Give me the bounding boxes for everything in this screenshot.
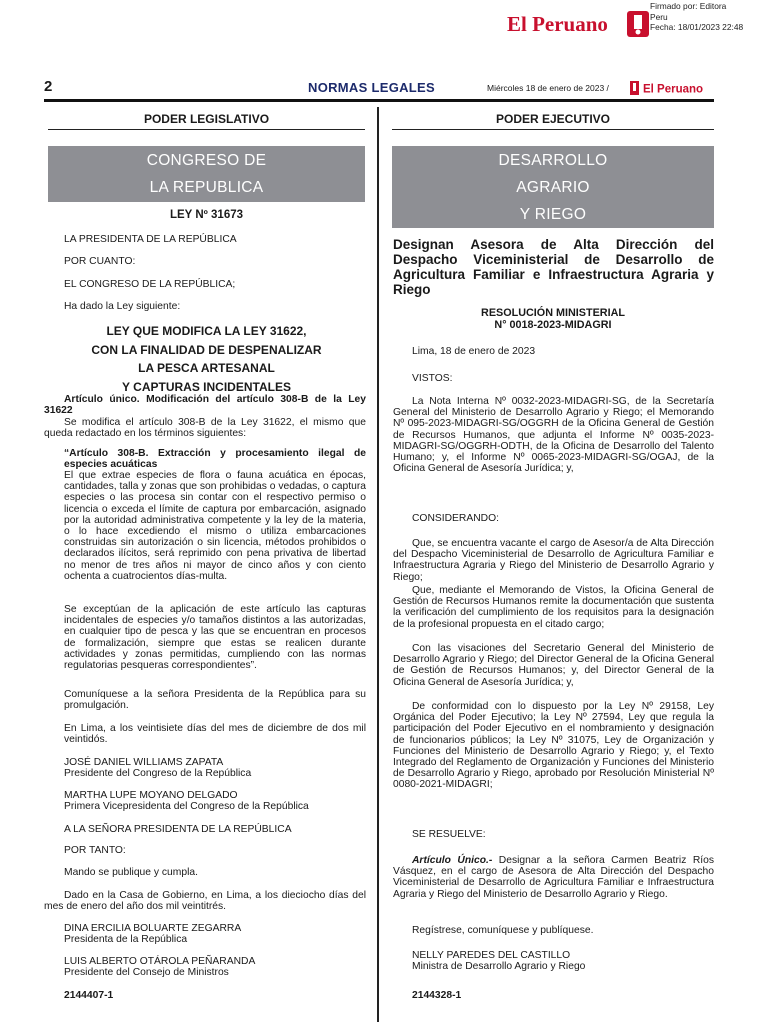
paragraph: La Nota Interna Nº 0032-2023-MIDAGRI-SG, de la Secretaría General del Ministerio de Desarrollo Agrario y Riego; el Memorando Nº 095-2023-MIDAGRI-SG/OGGRH de la Oficina General de Gestión de Recursos Humanos, que adjunta el Informe Nº 0035-2023-MIDAGRI-SG/OGGRH-ODTH, de la Oficina de Desarrollo del Talento Humano; y, el Informe Nº 0065-2023-MIDAGRI-SG/OGAJ, de la Oficina General de Asesoría Jurídica; y,	[393, 396, 714, 475]
logo-small-text: El Peruano	[643, 83, 704, 96]
quoted-heading: “Artículo 308-B. Extracción y procesamiento ilegal de especies acuáticas	[64, 448, 366, 471]
paragraph: LA PRESIDENTA DE LA REPÚBLICA	[64, 234, 237, 245]
header-date: Miércoles 18 de enero de 2023 /	[487, 83, 609, 93]
banner-line: DESARROLLO	[498, 152, 608, 169]
quoted-paragraph: Se exceptúan de la aplicación de este artículo las capturas incidentales de especies y/o tamaños distintos a las autorizadas, en cualquier tipo de pesca y las que se encuentran en procesos de formalización, siempre que estas se realicen durante actividades y zonas permitidas, cumpliendo con las normas regulatorias pesqueras correspondientes”.	[64, 604, 366, 672]
paragraph: EL CONGRESO DE LA REPÚBLICA;	[64, 279, 236, 290]
headline: Designan Asesora de Alta Dirección del Despacho Viceministerial de Desarrollo de Agricultura Familiar e Infraestructura Agraria y Riego	[393, 237, 714, 297]
signature-line: Fecha: 18/01/2023 22:48	[650, 22, 744, 32]
paragraph: Con las visaciones del Secretario General del Ministerio de Desarrollo Agrario y Riego; del Director General de la Oficina General de Gestión de Recursos Humanos; y, del Director General de la Oficina General de Asesoría Jurídica; y,	[393, 643, 714, 688]
left-title-rule	[48, 129, 365, 130]
paragraph: De conformidad con lo dispuesto por la Ley Nº 29158, Ley Orgánica del Poder Ejecutivo; la Ley Nº 27594, Ley que regula la participación del Poder Ejecutivo en el nombramiento y designación de funcionarios públicos; la Ley Nº 31075, Ley de Organización y Funciones del Ministerio de Desarrollo Agrario y Riego; y, el Texto Integrado del Reglamento de Organización y Funciones del Ministerio de Desarrollo Agrario y Riego, aprobado por Resolución Ministerial Nº 0080-2021-MIDAGRI;	[393, 701, 714, 791]
resolution-title	[392, 308, 714, 331]
paragraph: Dado en la Casa de Gobierno, en Lima, a los dieciocho días del mes de enero del año dos mil veintitrés.	[44, 890, 366, 913]
page-number: 2	[44, 78, 53, 95]
section-title: NORMAS LEGALES	[308, 80, 435, 95]
signature-line: Firmado por: Editora	[650, 1, 727, 11]
paragraph: POR TANTO:	[64, 845, 126, 856]
banner-line: AGRARIO	[516, 179, 590, 196]
resolution-number: N° 0018-2023-MIDAGRI	[494, 318, 612, 331]
signatory-role: Presidente del Congreso de la República	[64, 768, 252, 779]
signatory-role: Ministra de Desarrollo Agrario y Riego	[412, 961, 586, 972]
document-code: 2144328-1	[412, 990, 462, 1001]
congress-banner	[48, 146, 365, 202]
article-label: Artículo Único.-	[412, 855, 493, 866]
signatory-name: JOSÉ DANIEL WILLIAMS ZAPATA	[64, 757, 224, 768]
banner-line: CONGRESO DE	[146, 152, 267, 169]
law-title-line: CON LA FINALIDAD DE DESPENALIZAR	[91, 342, 322, 357]
place-date: Lima, 18 de enero de 2023	[412, 346, 536, 357]
signatory-role: Primera Vicepresidenta del Congreso de la República	[64, 801, 309, 812]
law-number: LEY Nº 31673	[169, 209, 244, 221]
paragraph: Ha dado la Ley siguiente:	[64, 301, 181, 312]
law-title-line: LEY QUE MODIFICA LA LEY 31622,	[106, 324, 307, 338]
paragraph: Mando se publique y cumpla.	[64, 867, 198, 878]
right-column-title: PODER EJECUTIVO	[495, 112, 611, 126]
signatory-role: Presidente del Consejo de Ministros	[64, 967, 229, 978]
digital-signature	[650, 1, 743, 33]
el-peruano-small-logo	[629, 80, 714, 96]
coat-of-arms-icon	[627, 11, 649, 37]
se-resuelve-heading: SE RESUELVE:	[412, 829, 486, 840]
article-heading: Artículo único. Modificación del artículo 308-B de la Ley 31622	[44, 394, 366, 417]
paragraph: Que, se encuentra vacante el cargo de Asesor/a de Alta Dirección del Despacho Viceministerial de Desarrollo de Agricultura Familiar e Infraestructura Agraria y Riego del Ministerio de Desarrollo Agrario y Riego;	[393, 538, 714, 583]
paragraph: Comuníquese a la señora Presidenta de la República para su promulgación.	[64, 689, 366, 712]
paragraph: En Lima, a los veintisiete días del mes de diciembre de dos mil veintidós.	[64, 723, 366, 746]
resolution-article	[393, 855, 714, 900]
signatory-role: Presidenta de la República	[64, 934, 188, 945]
considerando-heading: CONSIDERANDO:	[412, 513, 499, 524]
logo-text: El Peruano	[507, 12, 608, 36]
paragraph: A LA SEÑORA PRESIDENTA DE LA REPÚBLICA	[64, 824, 292, 835]
article-text: Se modifica el artículo 308-B de la Ley 31622, el mismo que queda redactado en los términos siguientes:	[44, 417, 366, 440]
banner-line: LA REPUBLICA	[149, 179, 264, 196]
document-code: 2144407-1	[64, 990, 114, 1001]
left-column-title: PODER LEGISLATIVO	[143, 112, 270, 126]
paragraph: POR CUANTO:	[64, 256, 136, 267]
signatory-name: NELLY PAREDES DEL CASTILLO	[412, 950, 571, 961]
article-text: Designar a la señora Carmen Beatriz Ríos Vásquez, en el cargo de Asesora de Alta Dirección del Despacho Viceministerial de Desarrollo de Agricultura Familiar e Infraestructura Agraria y Riego del Ministerio de Desarrollo Agrario y Riego.	[393, 855, 714, 900]
ministry-banner	[392, 146, 714, 228]
signatory-name: MARTHA LUPE MOYANO DELGADO	[64, 790, 238, 801]
signature-line: Peru	[650, 11, 668, 22]
header-rule	[44, 99, 714, 102]
law-title-line: Y CAPTURAS INCIDENTALES	[122, 379, 291, 394]
coat-of-arms-icon	[630, 81, 639, 95]
signatory-name: LUIS ALBERTO OTÁROLA PEÑARANDA	[64, 956, 256, 967]
paragraph: Regístrese, comuníquese y publíquese.	[412, 925, 594, 936]
law-title-line: LA PESCA ARTESANAL	[138, 361, 275, 375]
resolution-line: RESOLUCIÓN MINISTERIAL	[481, 307, 625, 319]
quoted-paragraph: El que extrae especies de flora o fauna acuática en épocas, cantidades, talla y zonas que son prohibidas o vedadas, o captura especies o las procesa sin contar con el respectivo permiso o licencia o exceda el límite de captura por embarcación, asignado por la autoridad administrativa competente y la ley de la materia, o lo hace excediendo el mismo o utiliza embarcaciones construidas sin autorización o sin licencia, métodos prohibidos o declarados ilícitos, será reprimido con pena privativa de libertad no menor de tres años ni mayor de cinco años y con ciento ochenta a cuatrocientos días-multa.	[64, 470, 366, 582]
right-title-rule	[392, 129, 714, 130]
law-title	[48, 322, 365, 396]
signatory-name: DINA ERCILIA BOLUARTE ZEGARRA	[64, 923, 242, 934]
column-divider	[377, 107, 379, 1022]
el-peruano-logo	[505, 8, 655, 40]
banner-line: Y RIEGO	[519, 206, 587, 223]
paragraph: Que, mediante el Memorando de Vistos, la Oficina General de Gestión de Recursos Humanos remite la documentación que sustenta la verificación del cumplimiento de los requisitos para la designación de la profesional propuesta en el citado cargo;	[393, 585, 714, 630]
vistos-heading: VISTOS:	[412, 373, 453, 384]
masthead-bar	[44, 78, 714, 100]
